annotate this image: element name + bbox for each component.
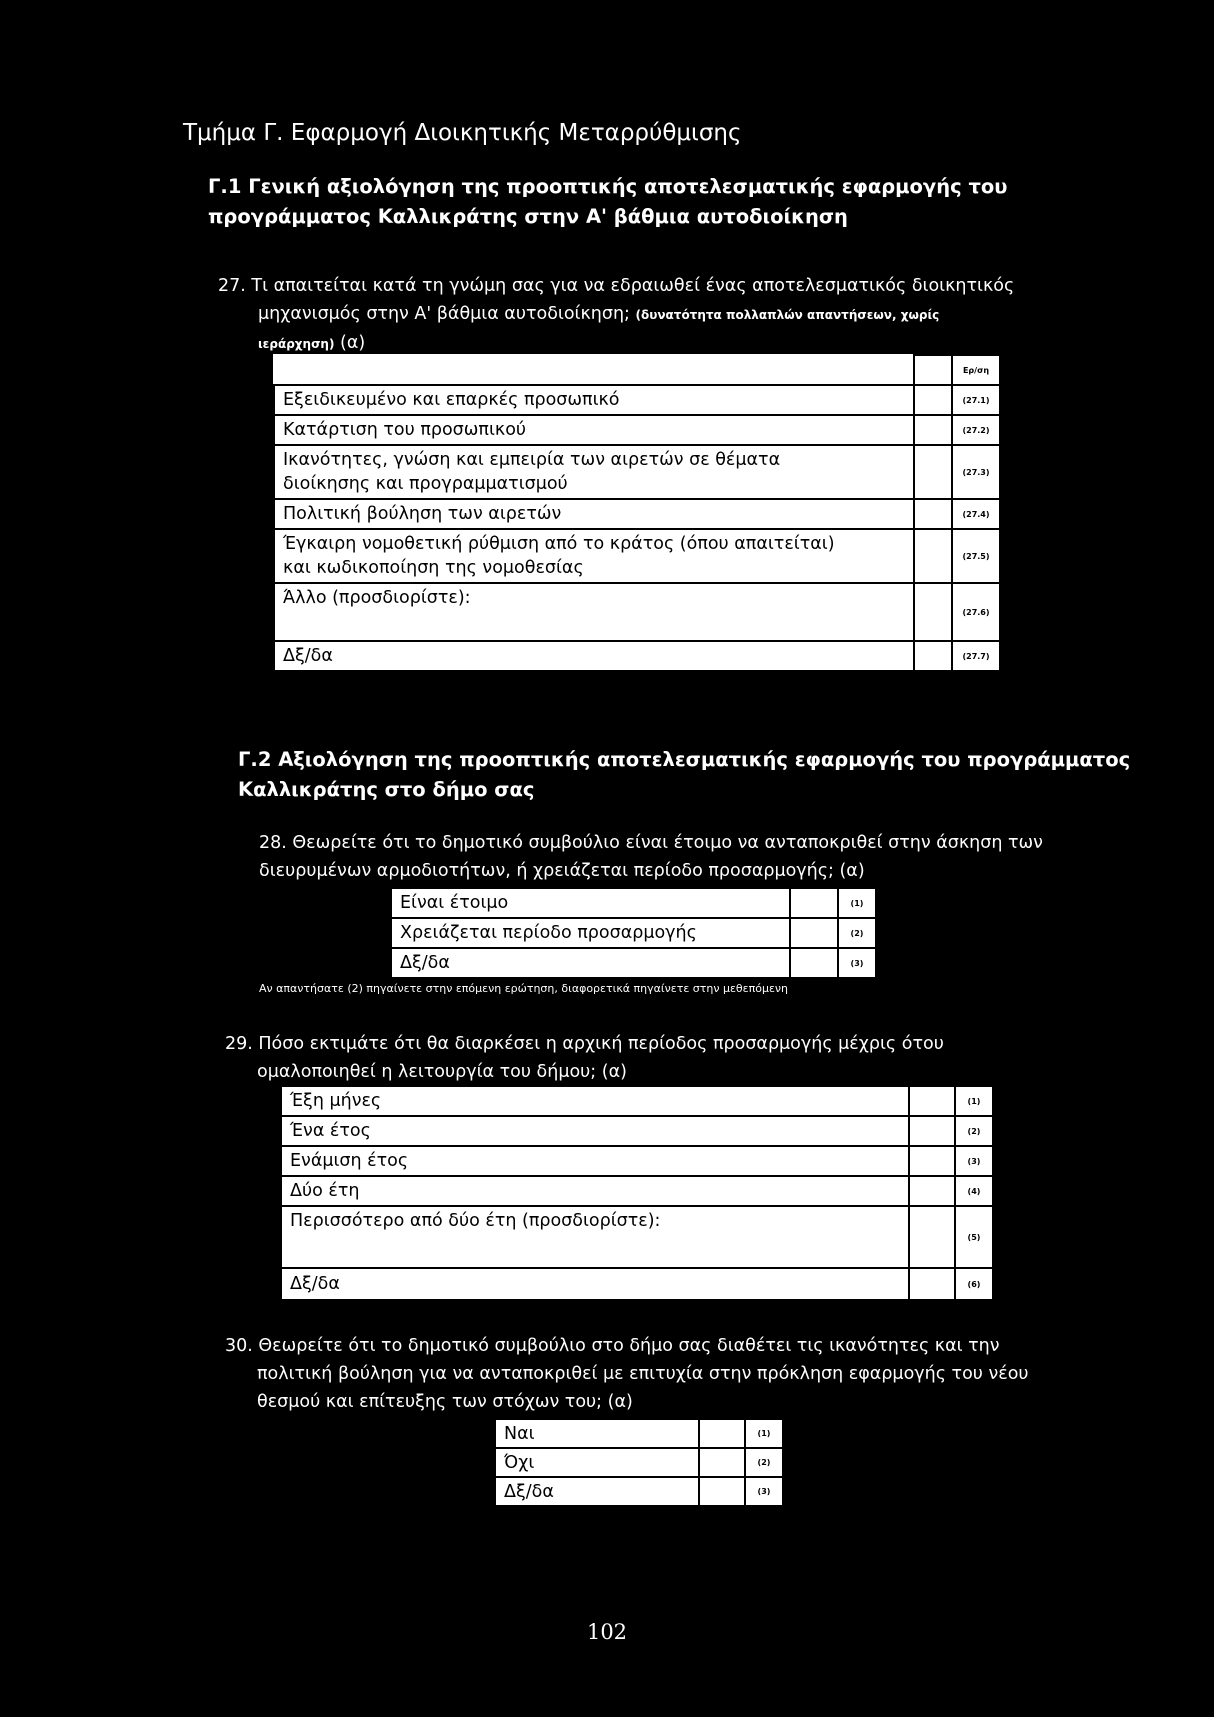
option-label: Δξ/δα bbox=[391, 948, 790, 978]
answer-checkbox[interactable] bbox=[914, 445, 952, 499]
option-label-line1: Έγκαιρη νομοθετική ρύθμιση από το κράτος (όπου απαιτείται) bbox=[283, 534, 835, 554]
question-28-table bbox=[390, 887, 877, 979]
option-code: (27.3) bbox=[952, 445, 1000, 499]
table-row bbox=[281, 1116, 993, 1146]
table-row bbox=[281, 1176, 993, 1206]
question-27-suffix: (α) bbox=[340, 333, 366, 353]
question-27-note: (δυνατότητα πολλαπλών απαντήσεων, χωρίς bbox=[635, 308, 940, 322]
question-29-line2: ομαλοποιηθεί η λειτουργία του δήμου; (α) bbox=[257, 1062, 627, 1082]
table-row bbox=[391, 918, 876, 948]
table-row bbox=[274, 385, 1000, 415]
answer-checkbox[interactable] bbox=[909, 1146, 955, 1176]
table-row bbox=[274, 499, 1000, 529]
option-label: Ενάμιση έτος bbox=[281, 1146, 909, 1176]
option-code: (6) bbox=[955, 1268, 993, 1300]
option-code: (27.1) bbox=[952, 385, 1000, 415]
answer-checkbox[interactable] bbox=[699, 1477, 745, 1506]
question-27-line2-text: μηχανισμός στην Α' βάθμια αυτοδιοίκηση; bbox=[258, 304, 630, 324]
table-row bbox=[495, 1419, 783, 1448]
answer-checkbox[interactable] bbox=[790, 888, 838, 918]
question-27-line1: 27. Τι απαιτείται κατά τη γνώμη σας για να εδραιωθεί ένας αποτελεσματικός διοικητικός bbox=[218, 276, 1015, 296]
option-code: (2) bbox=[745, 1448, 783, 1477]
option-code: (1) bbox=[838, 888, 876, 918]
answer-checkbox[interactable] bbox=[914, 641, 952, 671]
question-30-line1: 30. Θεωρείτε ότι το δημοτικό συμβούλιο στο δήμο σας διαθέτει τις ικανότητες και την bbox=[225, 1336, 1000, 1356]
option-label: Πολιτική βούληση των αιρετών bbox=[274, 499, 914, 529]
subsection-2-title-line2: Καλλικράτης στο δήμο σας bbox=[238, 778, 535, 801]
option-code: (3) bbox=[745, 1477, 783, 1506]
question-28 bbox=[259, 829, 1043, 885]
table-row bbox=[281, 1086, 993, 1116]
option-label: Δξ/δα bbox=[274, 641, 914, 671]
option-code: (3) bbox=[955, 1146, 993, 1176]
question-29 bbox=[225, 1030, 1095, 1086]
question-28-line2: διευρυμένων αρμοδιοτήτων, ή χρειάζεται περίοδο προσαρμογής; (α) bbox=[259, 861, 865, 881]
table-header-empty bbox=[274, 355, 914, 385]
question-30-table bbox=[494, 1418, 784, 1507]
table-header-row bbox=[274, 355, 1000, 385]
option-label: Ένα έτος bbox=[281, 1116, 909, 1146]
question-27-table bbox=[273, 354, 1001, 672]
option-label: Όχι bbox=[495, 1448, 699, 1477]
question-29-line1: 29. Πόσο εκτιμάτε ότι θα διαρκέσει η αρχική περίοδος προσαρμογής μέχρις ότου bbox=[225, 1034, 944, 1054]
table-row bbox=[274, 529, 1000, 583]
answer-checkbox[interactable] bbox=[790, 948, 838, 978]
option-label bbox=[274, 529, 914, 583]
option-code: (27.6) bbox=[952, 583, 1000, 641]
table-row bbox=[281, 1146, 993, 1176]
option-code: (2) bbox=[838, 918, 876, 948]
answer-checkbox[interactable] bbox=[909, 1268, 955, 1300]
option-code: (4) bbox=[955, 1176, 993, 1206]
answer-checkbox[interactable] bbox=[914, 499, 952, 529]
option-code: (27.7) bbox=[952, 641, 1000, 671]
option-label: Δύο έτη bbox=[281, 1176, 909, 1206]
subsection-2-title-line1: Γ.2 Αξιολόγηση της προοπτικής αποτελεσματικής εφαρμογής του προγράμματος bbox=[238, 748, 1131, 771]
option-label: Δξ/δα bbox=[281, 1268, 909, 1300]
option-code: (2) bbox=[955, 1116, 993, 1146]
option-code: (3) bbox=[838, 948, 876, 978]
option-label bbox=[274, 445, 914, 499]
option-label: Χρειάζεται περίοδο προσαρμογής bbox=[391, 918, 790, 948]
option-label: Ναι bbox=[495, 1419, 699, 1448]
question-30-line2: πολιτική βούληση για να ανταποκριθεί με επιτυχία στην πρόκληση εφαρμογής του νέου bbox=[257, 1364, 1029, 1384]
page-number: 102 bbox=[586, 1620, 628, 1644]
subsection-2-title bbox=[238, 745, 1130, 805]
option-label-line2: και κωδικοποίηση της νομοθεσίας bbox=[283, 558, 584, 578]
option-label: Κατάρτιση του προσωπικού bbox=[274, 415, 914, 445]
table-header-mid bbox=[914, 355, 952, 385]
table-row bbox=[274, 641, 1000, 671]
option-code: (1) bbox=[745, 1419, 783, 1448]
question-30-line3: θεσμού και επίτευξης των στόχων του; (α) bbox=[257, 1392, 633, 1412]
answer-checkbox[interactable] bbox=[914, 583, 952, 641]
option-label-line2: διοίκησης και προγραμματισμού bbox=[283, 474, 568, 494]
table-row bbox=[391, 948, 876, 978]
table-row bbox=[495, 1477, 783, 1506]
table-row bbox=[495, 1448, 783, 1477]
subsection-1-title bbox=[208, 172, 1007, 232]
skip-instruction-note: Αν απαντήσατε (2) πηγαίνετε στην επόμενη ερώτηση, διαφορετικά πηγαίνετε στην μεθεπόμενη bbox=[259, 982, 789, 995]
question-27 bbox=[218, 272, 1098, 358]
option-label-line1: Ικανότητες, γνώση και εμπειρία των αιρετών σε θέματα bbox=[283, 450, 781, 470]
answer-checkbox[interactable] bbox=[790, 918, 838, 948]
option-label: Είναι έτοιμο bbox=[391, 888, 790, 918]
section-title: Τμήμα Γ. Εφαρμογή Διοικητικής Μεταρρύθμισης bbox=[183, 120, 742, 146]
answer-checkbox[interactable] bbox=[909, 1116, 955, 1146]
option-code: (27.5) bbox=[952, 529, 1000, 583]
answer-checkbox[interactable] bbox=[914, 385, 952, 415]
option-label: Έξη μήνες bbox=[281, 1086, 909, 1116]
answer-checkbox[interactable] bbox=[699, 1419, 745, 1448]
option-label-other[interactable]: Περισσότερο από δύο έτη (προσδιορίστε): bbox=[281, 1206, 909, 1268]
answer-checkbox[interactable] bbox=[909, 1206, 955, 1268]
subsection-1-title-line2: προγράμματος Καλλικράτης στην Α' βάθμια αυτοδιοίκηση bbox=[208, 205, 848, 228]
answer-checkbox[interactable] bbox=[909, 1176, 955, 1206]
table-row bbox=[274, 445, 1000, 499]
option-code: (5) bbox=[955, 1206, 993, 1268]
table-row bbox=[391, 888, 876, 918]
option-code: (27.2) bbox=[952, 415, 1000, 445]
table-row bbox=[281, 1206, 993, 1268]
question-29-table bbox=[280, 1085, 994, 1301]
table-row bbox=[274, 583, 1000, 641]
table-header-code: Ερ/ση bbox=[952, 355, 1000, 385]
question-30 bbox=[225, 1332, 1095, 1416]
question-27-line2 bbox=[258, 300, 1098, 329]
option-code: (1) bbox=[955, 1086, 993, 1116]
question-27-note-cont: ιεράρχηση) bbox=[258, 337, 335, 351]
table-row bbox=[281, 1268, 993, 1300]
question-28-line1: 28. Θεωρείτε ότι το δημοτικό συμβούλιο είναι έτοιμο να ανταποκριθεί στην άσκηση των bbox=[259, 833, 1043, 853]
option-label: Εξειδικευμένο και επαρκές προσωπικό bbox=[274, 385, 914, 415]
answer-checkbox[interactable] bbox=[909, 1086, 955, 1116]
table-row bbox=[274, 415, 1000, 445]
subsection-1-title-line1: Γ.1 Γενική αξιολόγηση της προοπτικής αποτελεσματικής εφαρμογής του bbox=[208, 175, 1008, 198]
answer-checkbox[interactable] bbox=[914, 529, 952, 583]
option-label-other[interactable]: Άλλο (προσδιορίστε): bbox=[274, 583, 914, 641]
option-code: (27.4) bbox=[952, 499, 1000, 529]
answer-checkbox[interactable] bbox=[914, 415, 952, 445]
answer-checkbox[interactable] bbox=[699, 1448, 745, 1477]
option-label: Δξ/δα bbox=[495, 1477, 699, 1506]
